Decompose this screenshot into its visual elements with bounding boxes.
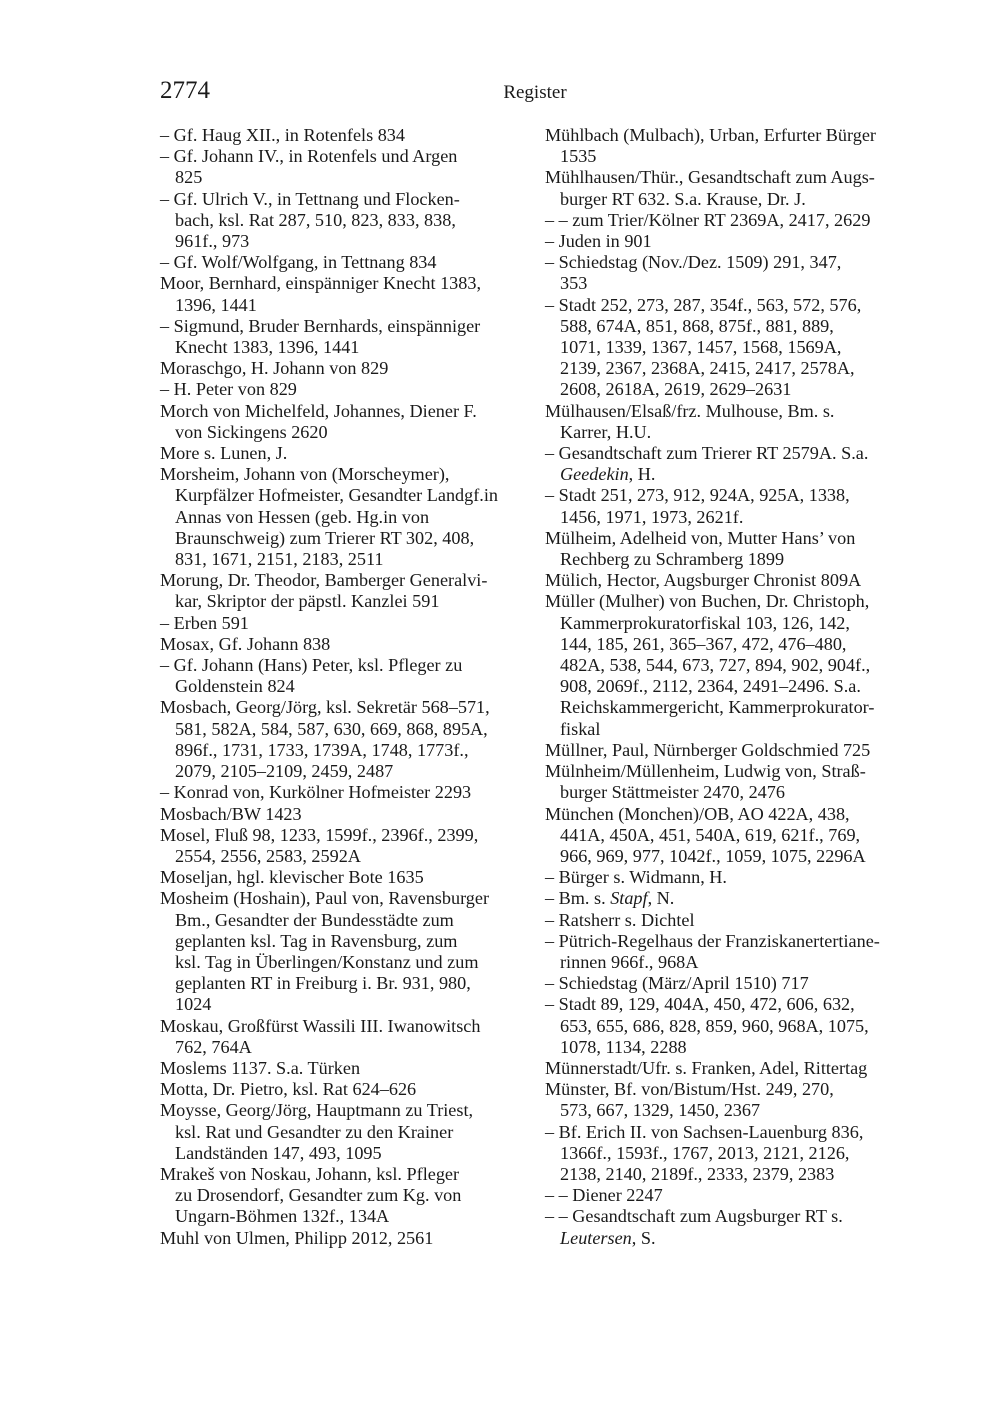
index-entry	[160, 464, 525, 570]
index-entry-line: Motta, Dr. Pietro, ksl. Rat 624–626	[160, 1079, 417, 1100]
index-entry	[160, 867, 525, 888]
index-entry	[160, 655, 525, 697]
index-entry-line: Mosheim (Hoshain), Paul von, Ravensburger	[160, 888, 490, 909]
index-entry-line: 482A, 538, 544, 673, 727, 894, 902, 904f.,	[560, 655, 871, 676]
running-head: Register	[503, 82, 567, 103]
index-entry-line: – Konrad von, Kurkölner Hofmeister 2293	[160, 782, 472, 803]
index-entry-line: – Gf. Johann (Hans) Peter, ksl. Pfleger zu	[160, 655, 463, 676]
index-entry-line: – Gesandtschaft zum Trierer RT 2579A. S.a.	[545, 443, 869, 464]
index-entry	[160, 1016, 525, 1058]
index-entry-line: ksl. Tag in Überlingen/Konstanz und zum	[175, 951, 479, 972]
index-entry-line: Mülich, Hector, Augsburger Chronist 809A	[545, 570, 862, 591]
index-entry	[545, 910, 910, 931]
index-entry	[545, 485, 910, 527]
index-entry-line: Mühlbach (Mulbach), Urban, Erfurter Bürger	[545, 125, 876, 145]
index-entry	[545, 443, 910, 485]
italic-name: Leutersen	[560, 1227, 632, 1248]
index-entry	[545, 761, 910, 803]
index-entry-line: Morch von Michelfeld, Johannes, Diener F.	[160, 400, 477, 421]
index-entry	[160, 1100, 525, 1164]
italic-name: Geedekin	[560, 464, 629, 485]
index-entry-line: Münnerstadt/Ufr. s. Franken, Adel, Rittertag	[545, 1057, 868, 1078]
index-entry	[160, 1079, 525, 1100]
index-entry	[545, 295, 910, 401]
index-entry	[545, 125, 910, 167]
index-entry-line: – Bf. Erich II. von Sachsen-Lauenburg 836,	[545, 1121, 864, 1142]
index-entry	[160, 825, 525, 867]
index-entry-line: – H. Peter von 829	[160, 379, 297, 400]
index-entry-line: Müller (Mulher) von Buchen, Dr. Christoph,	[545, 591, 870, 612]
index-entry-line: Kurpfälzer Hofmeister, Gesandter Landgf.in	[175, 485, 498, 506]
index-entry	[545, 231, 910, 252]
index-entry-line: Ungarn-Böhmen 132f., 134A	[175, 1206, 390, 1227]
index-entry-line: Moraschgo, H. Johann von 829	[160, 358, 389, 379]
index-entry-line: burger Stättmeister 2470, 2476	[560, 782, 785, 803]
index-entry	[545, 252, 910, 294]
index-entry-line: Goldenstein 824	[175, 676, 295, 697]
index-entry-line: 1071, 1339, 1367, 1457, 1568, 1569A,	[560, 337, 842, 358]
index-entry-line: Mülheim, Adelheid von, Mutter Hans’ von	[545, 527, 856, 548]
index-entry	[545, 528, 910, 570]
index-entry-line: – Gf. Haug XII., in Rotenfels 834	[160, 125, 405, 145]
index-entry-line: von Sickingens 2620	[175, 421, 328, 442]
index-entry-line: Moskau, Großfürst Wassili III. Iwanowitsch	[160, 1015, 481, 1036]
index-entry	[545, 1058, 910, 1079]
index-entry-line: 2554, 2556, 2583, 2592A	[175, 845, 361, 866]
index-entry	[160, 570, 525, 612]
index-entry-line: Muhl von Ulmen, Philipp 2012, 2561	[160, 1227, 434, 1248]
index-entry-line: 825	[175, 167, 203, 188]
index-entry-line: rinnen 966f., 968A	[560, 951, 699, 972]
index-entry	[160, 634, 525, 655]
index-entry-line: Kammerprokuratorfiskal 103, 126, 142,	[560, 612, 850, 633]
index-entry-line: Mosax, Gf. Johann 838	[160, 633, 331, 654]
index-entry	[160, 804, 525, 825]
index-entry	[545, 867, 910, 888]
index-column-left	[160, 125, 525, 1249]
index-entry-line: – – Gesandtschaft zum Augsburger RT s.	[545, 1206, 843, 1227]
index-entry-line: Moslems 1137. S.a. Türken	[160, 1057, 361, 1078]
index-entry	[545, 994, 910, 1058]
index-entry	[160, 888, 525, 1015]
index-entry-line: – Sigmund, Bruder Bernhards, einspänniger	[160, 315, 481, 336]
index-entry	[160, 189, 525, 253]
index-entry-line: Reichskammergericht, Kammerprokurator-	[560, 697, 875, 718]
index-entry-line: Mosbach/BW 1423	[160, 803, 302, 824]
index-entry-line: Mrakeš von Noskau, Johann, ksl. Pfleger	[160, 1163, 460, 1184]
index-entry-line: Mosel, Fluß 98, 1233, 1599f., 2396f., 2399,	[160, 824, 479, 845]
index-entry-line: Geedekin, H.	[560, 464, 656, 485]
index-entry-line: Münster, Bf. von/Bistum/Hst. 249, 270,	[545, 1079, 834, 1100]
index-entry-line: 896f., 1731, 1733, 1739A, 1748, 1773f.,	[175, 739, 469, 760]
index-entry-line: – Juden in 901	[545, 231, 652, 252]
index-entry-line: Knecht 1383, 1396, 1441	[175, 337, 360, 358]
index-entry	[160, 613, 525, 634]
index-entry-line: 144, 185, 261, 365–367, 472, 476–480,	[560, 633, 847, 654]
index-entry-line: Rechberg zu Schramberg 1899	[560, 549, 785, 570]
index-entry	[545, 570, 910, 591]
index-entry-line: – Ratsherr s. Dichtel	[545, 909, 695, 930]
index-entry	[160, 443, 525, 464]
index-entry-line: 908, 2069f., 2112, 2364, 2491–2496. S.a.	[560, 676, 861, 697]
index-entry	[545, 888, 910, 909]
index-entry-line: ksl. Rat und Gesandter zu den Krainer	[175, 1121, 454, 1142]
index-entry	[545, 1185, 910, 1206]
index-entry-line: München (Monchen)/OB, AO 422A, 438,	[545, 803, 850, 824]
italic-name: Stapf	[610, 888, 648, 909]
index-entry	[545, 401, 910, 443]
index-entry-line: Morung, Dr. Theodor, Bamberger Generalvi-	[160, 570, 488, 591]
index-entry-line: 353	[560, 273, 588, 294]
index-entry-line: 2139, 2367, 2368A, 2415, 2417, 2578A,	[560, 358, 855, 379]
index-entry-line: – Pütrich-Regelhaus der Franziskanertertiane-	[545, 930, 880, 951]
index-entry-line: – Schiedstag (März/April 1510) 717	[545, 973, 809, 994]
index-entry	[160, 379, 525, 400]
index-entry-line: Annas von Hessen (geb. Hg.in von	[175, 506, 430, 527]
index-entry-line: Mosbach, Georg/Jörg, ksl. Sekretär 568–571,	[160, 697, 490, 718]
index-entry-line: burger RT 632. S.a. Krause, Dr. J.	[560, 188, 806, 209]
index-entry-line: Moseljan, hgl. klevischer Bote 1635	[160, 867, 424, 888]
index-entry	[160, 358, 525, 379]
index-entry-line: – Gf. Johann IV., in Rotenfels und Argen	[160, 146, 458, 167]
index-entry-line: 2079, 2105–2109, 2459, 2487	[175, 761, 394, 782]
index-entry-line: – Stadt 252, 273, 287, 354f., 563, 572, 576,	[545, 294, 862, 315]
index-entry-line: – Gf. Ulrich V., in Tettnang und Flocken-	[160, 188, 460, 209]
index-entry-line: Morsheim, Johann von (Morscheymer),	[160, 464, 450, 485]
index-entry-line: zu Drosendorf, Gesandter zum Kg. von	[175, 1185, 462, 1206]
index-entry	[160, 697, 525, 782]
index-entry	[160, 1058, 525, 1079]
index-entry-line: – – zum Trier/Kölner RT 2369A, 2417, 2629	[545, 209, 871, 230]
index-entry-line: 581, 582A, 584, 587, 630, 669, 868, 895A,	[175, 718, 488, 739]
index-entry	[160, 401, 525, 443]
index-entry	[160, 316, 525, 358]
index-entry-line: 1078, 1134, 2288	[560, 1036, 687, 1057]
index-entry-line: 966, 969, 977, 1042f., 1059, 1075, 2296A	[560, 845, 866, 866]
index-entry-line: geplanten ksl. Tag in Ravensburg, zum	[175, 930, 458, 951]
index-entry-line: 831, 1671, 2151, 2183, 2511	[175, 549, 384, 570]
index-entry-line: 653, 655, 686, 828, 859, 960, 968A, 1075,	[560, 1015, 869, 1036]
index-entry-line: fiskal	[560, 718, 601, 739]
index-entry-line: Mülhausen/Elsaß/frz. Mulhouse, Bm. s.	[545, 400, 835, 421]
index-entry-line: – Bm. s. Stapf, N.	[545, 888, 675, 909]
index-entry-line: 2608, 2618A, 2619, 2629–2631	[560, 379, 792, 400]
index-entry	[160, 1228, 525, 1249]
index-entry-line: – Schiedstag (Nov./Dez. 1509) 291, 347,	[545, 252, 842, 273]
index-entry	[545, 804, 910, 868]
index-entry	[545, 1122, 910, 1186]
index-entry	[160, 252, 525, 273]
index-entry-line: – – Diener 2247	[545, 1185, 663, 1206]
index-entry	[545, 931, 910, 973]
index-entry-line: 441A, 450A, 451, 540A, 619, 621f., 769,	[560, 824, 861, 845]
index-entry-line: 2138, 2140, 2189f., 2333, 2379, 2383	[560, 1163, 835, 1184]
index-entry-line: Moysse, Georg/Jörg, Hauptmann zu Triest,	[160, 1100, 474, 1121]
index-entry-line: 573, 667, 1329, 1450, 2367	[560, 1100, 761, 1121]
index-entry-line: – Bürger s. Widmann, H.	[545, 867, 727, 888]
index-entry-line: Mühlhausen/Thür., Gesandtschaft zum Augs-	[545, 167, 875, 188]
page-number: 2774	[160, 77, 210, 104]
index-entry	[160, 125, 525, 146]
index-entry-line: 1366f., 1593f., 1767, 2013, 2121, 2126,	[560, 1142, 850, 1163]
index-entry	[545, 1206, 910, 1248]
index-entry-line: – Erben 591	[160, 612, 249, 633]
index-entry-line: Leutersen, S.	[560, 1227, 656, 1248]
index-entry	[160, 146, 525, 188]
index-entry-line: Moor, Bernhard, einspänniger Knecht 1383,	[160, 273, 482, 294]
index-entry-line: – Stadt 89, 129, 404A, 450, 472, 606, 632,	[545, 994, 855, 1015]
index-entry	[545, 210, 910, 231]
index-entry	[545, 167, 910, 209]
index-entry-line: bach, ksl. Rat 287, 510, 823, 833, 838,	[175, 209, 456, 230]
index-entry-line: geplanten RT in Freiburg i. Br. 931, 980,	[175, 973, 471, 994]
index-entry	[160, 1164, 525, 1228]
index-entry-line: 1024	[175, 994, 212, 1015]
index-entry-line: Braunschweig) zum Trierer RT 302, 408,	[175, 527, 475, 548]
index-entry-line: 1456, 1971, 1973, 2621f.	[560, 506, 744, 527]
index-entry-line: Bm., Gesandter der Bundesstädte zum	[175, 909, 454, 930]
index-entry-line: More s. Lunen, J.	[160, 443, 288, 464]
index-entry-line: Mülnheim/Müllenheim, Ludwig von, Straß-	[545, 761, 866, 782]
index-entry	[545, 973, 910, 994]
index-entry-line: 961f., 973	[175, 231, 250, 252]
index-entry-line: Karrer, H.U.	[560, 421, 652, 442]
index-entry-line: 588, 674A, 851, 868, 875f., 881, 889,	[560, 315, 834, 336]
index-entry-line: Müllner, Paul, Nürnberger Goldschmied 725	[545, 739, 871, 760]
index-entry	[160, 273, 525, 315]
index-entry-line: 1396, 1441	[175, 294, 257, 315]
index-entry	[545, 1079, 910, 1121]
index-entry-line: 762, 764A	[175, 1036, 252, 1057]
index-entry-line: kar, Skriptor der päpstl. Kanzlei 591	[175, 591, 440, 612]
index-entry-line: Landständen 147, 493, 1095	[175, 1142, 382, 1163]
index-entry-line: – Stadt 251, 273, 912, 924A, 925A, 1338,	[545, 485, 850, 506]
index-column-right	[545, 125, 910, 1249]
index-entry-line: 1535	[560, 146, 597, 167]
index-entry	[545, 740, 910, 761]
index-entry	[160, 782, 525, 803]
index-entry	[545, 591, 910, 739]
index-entry-line: – Gf. Wolf/Wolfgang, in Tettnang 834	[160, 252, 437, 273]
